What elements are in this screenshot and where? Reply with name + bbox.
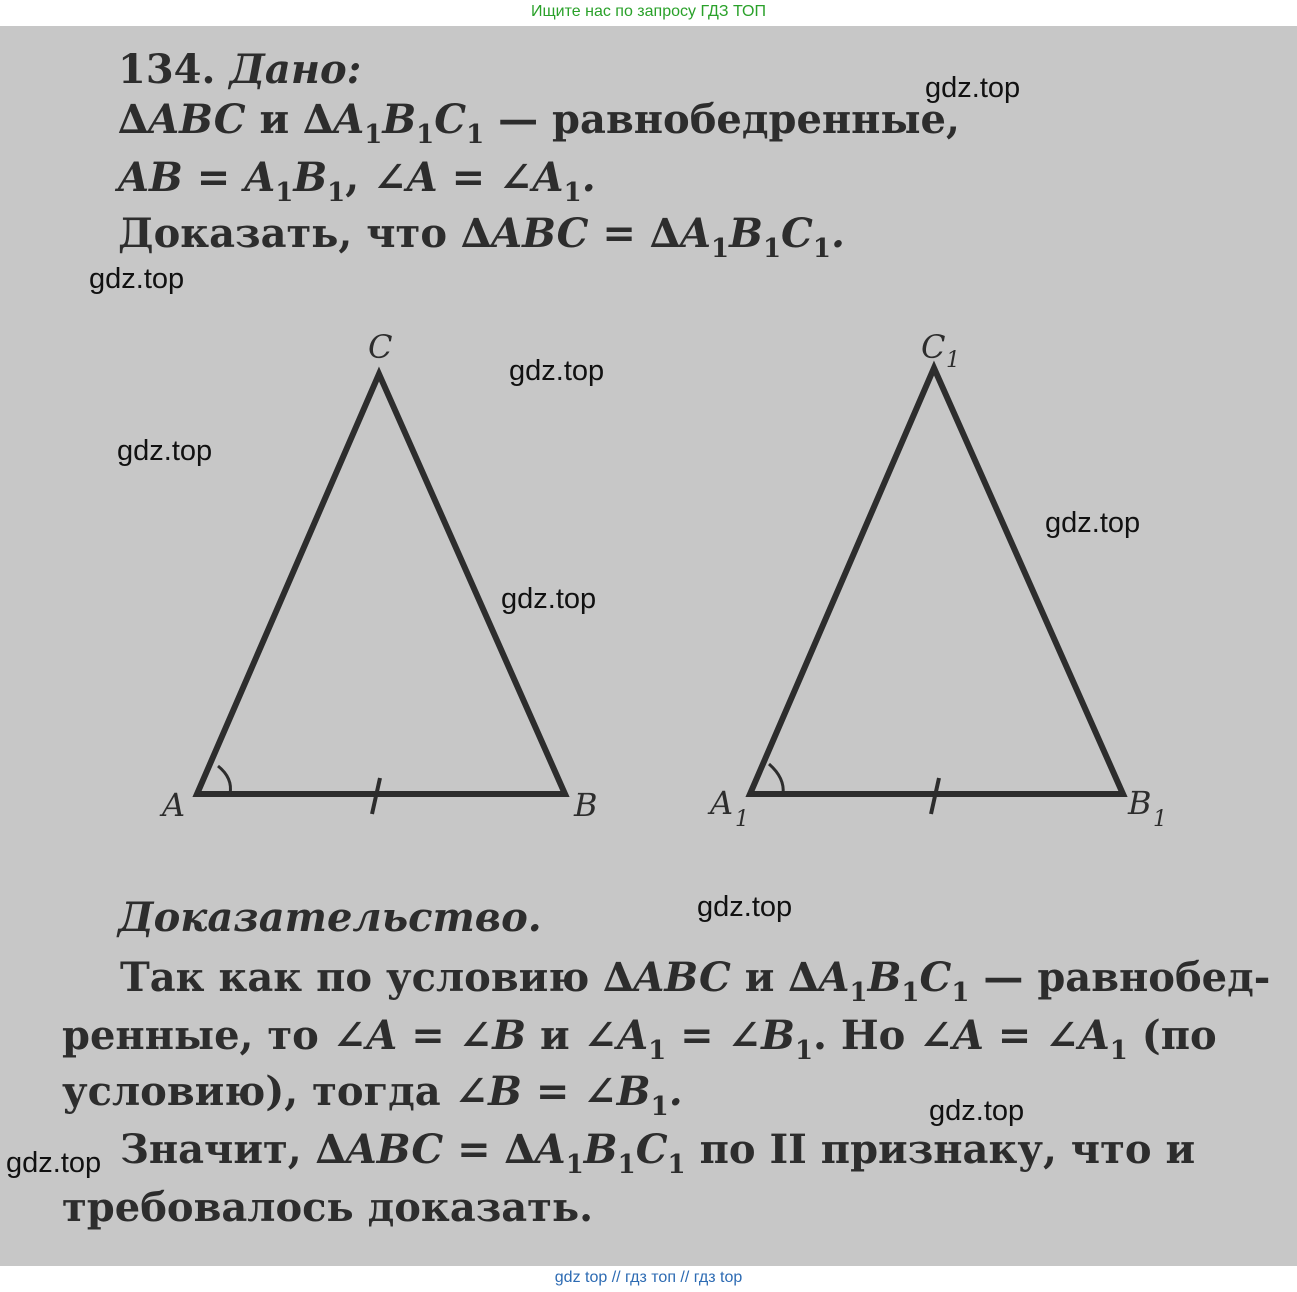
proof-line-3	[62, 1068, 683, 1121]
label-b1: B	[1128, 784, 1152, 822]
watermark: gdz.top	[89, 263, 185, 295]
watermark: gdz.top	[929, 1095, 1025, 1127]
proof-line-1	[120, 954, 1270, 1007]
triangle-right	[707, 328, 1167, 832]
proof-angle-b-b1: ∠B = $\angle B_1$.	[454, 1068, 683, 1122]
equality-ab: AB = $A_1B_1$	[118, 154, 346, 208]
proof-angle-a-a1: ∠A = $\angle A_1$	[919, 1012, 1128, 1066]
proof-angle-a1-b1: $\angle A_1$ = $\angle B_1$	[583, 1012, 814, 1066]
proof-conclusion: $\Delta ABC = \Delta A_1B_1C_1$	[315, 1126, 686, 1180]
watermark: gdz.top	[1045, 507, 1141, 539]
given-and: и	[259, 96, 290, 143]
watermark: gdz.top	[117, 435, 213, 467]
label-a1: A	[710, 784, 734, 822]
proof-title: Доказательство.	[118, 894, 542, 941]
proof-triangle-abc: ∆ABC	[603, 954, 731, 1001]
triangle-a1b1c1: $\Delta A_1B_1C_1$	[303, 96, 485, 150]
label-c1-index: 1	[946, 348, 960, 373]
proof-text-1b: и	[744, 954, 775, 1001]
proof-text-4a: Значит,	[120, 1126, 302, 1173]
watermark: gdz.top	[501, 583, 597, 615]
prove-statement: $\Delta ABC = \Delta A_1B_1C_1$.	[460, 210, 845, 264]
given-isosceles: — равнобедренные,	[498, 96, 960, 143]
given-comma: ,	[345, 154, 360, 201]
label-b: B	[574, 786, 598, 824]
watermark: gdz.top	[509, 355, 605, 387]
proof-text-2c: . Но	[813, 1012, 906, 1059]
given-label: Дано:	[229, 46, 362, 93]
proof-text-4b: по II признаку, что и	[699, 1126, 1196, 1173]
proof-triangle-a1b1c1: $\Delta A_1B_1C_1$	[788, 954, 970, 1008]
problem-number: 134.	[118, 46, 216, 93]
triangle-abc: ∆ABC	[118, 96, 246, 143]
proof-text-1c: — равнобед-	[983, 954, 1271, 1001]
triangle-right-sides	[750, 368, 1123, 794]
textbook-page	[0, 26, 1297, 1266]
label-c: C	[368, 328, 393, 366]
label-b1-index: 1	[1153, 807, 1167, 832]
label-a: A	[162, 786, 186, 824]
proof-angle-a-b: ∠A = ∠B	[332, 1012, 527, 1059]
proof-line-2	[62, 1012, 1217, 1065]
top-banner[interactable]: Ищите нас по запросу ГДЗ ТОП	[531, 3, 766, 20]
angle-a-arc	[218, 766, 231, 794]
proof-line-5: требовалось доказать.	[62, 1184, 594, 1231]
proof-text-2b: и	[539, 1012, 570, 1059]
watermark: gdz.top	[6, 1147, 102, 1179]
prove-prefix: Доказать, что	[118, 210, 448, 257]
label-c1: C	[921, 328, 946, 366]
watermark: gdz.top	[697, 891, 793, 923]
angle-a1-arc	[769, 764, 783, 794]
proof-text-3a: условию), тогда	[62, 1068, 441, 1115]
equality-angle-a: ∠A = $\angle A_1$.	[373, 154, 596, 208]
proof-line-4	[120, 1126, 1195, 1179]
bottom-banner[interactable]: gdz top // гдз топ // гдз top	[554, 1269, 743, 1286]
proof-text-1a: Так как по условию	[120, 954, 590, 1001]
watermark: gdz.top	[925, 72, 1021, 104]
triangle-left	[159, 328, 598, 824]
label-a1-index: 1	[735, 807, 749, 832]
proof-text-2a: ренные, то	[62, 1012, 319, 1059]
proof-text-2d: (по	[1141, 1012, 1217, 1059]
